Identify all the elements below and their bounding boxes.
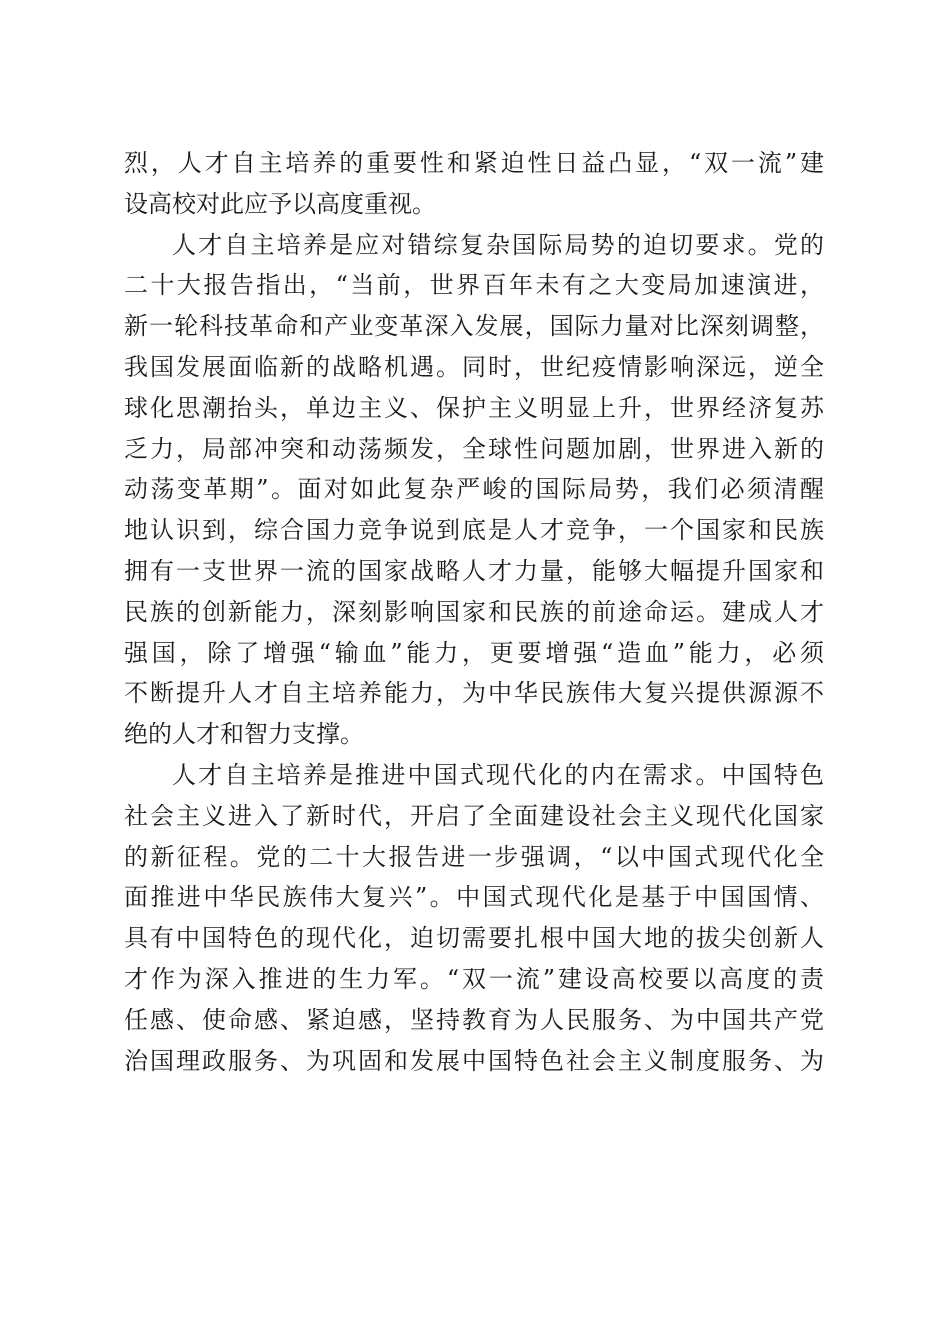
body-text [124,143,824,1081]
text-line: 才作为深入推进的生力军。“双一流”建设高校要以高度的责 [124,964,824,993]
text-line: 新一轮科技革命和产业变革深入发展，国际力量对比深刻调整， [124,312,824,341]
paragraph-1 [124,143,824,225]
text-line: 设高校对此应予以高度重视。 [124,189,436,218]
text-line: 具有中国特色的现代化，迫切需要扎根中国大地的拔尖创新人 [124,924,824,953]
paragraph-2 [124,225,824,755]
text-line: 乏力，局部冲突和动荡频发，全球性问题加剧，世界进入新的 [124,434,824,463]
text-line: 治国理政服务、为巩固和发展中国特色社会主义制度服务、为 [124,1046,824,1075]
text-line: 地认识到，综合国力竞争说到底是人才竞争，一个国家和民族 [124,516,824,545]
text-line: 强国，除了增强“输血”能力，更要增强“造血”能力，必须 [124,638,824,667]
text-line: 不断提升人才自主培养能力，为中华民族伟大复兴提供源源不 [124,679,824,708]
text-line: 球化思潮抬头，单边主义、保护主义明显上升，世界经济复苏 [124,393,824,422]
text-line: 烈，人才自主培养的重要性和紧迫性日益凸显，“双一流”建 [124,149,824,177]
paragraph-3 [124,755,824,1081]
text-line: 二十大报告指出，“当前，世界百年未有之大变局加速演进， [124,271,824,300]
text-line: 拥有一支世界一流的国家战略人才力量，能够大幅提升国家和 [124,556,824,585]
text-line: 任感、使命感、紧迫感，坚持教育为人民服务、为中国共产党 [124,1005,824,1034]
text-line: 社会主义进入了新时代，开启了全面建设社会主义现代化国家 [124,801,824,830]
text-line: 的新征程。党的二十大报告进一步强调，“以中国式现代化全 [124,842,824,871]
text-line: 动荡变革期”。面对如此复杂严峻的国际局势，我们必须清醒 [124,475,824,504]
text-line: 我国发展面临新的战略机遇。同时，世纪疫情影响深远，逆全 [124,352,824,381]
text-line: 面推进中华民族伟大复兴”。中国式现代化是基于中国国情、 [124,883,824,912]
text-line: 人才自主培养是推进中国式现代化的内在需求。中国特色 [172,760,824,789]
text-line: 绝的人才和智力支撑。 [124,720,364,749]
text-line: 民族的创新能力，深刻影响国家和民族的前途命运。建成人才 [124,597,824,626]
text-line: 人才自主培养是应对错综复杂国际局势的迫切要求。党的 [172,230,824,259]
